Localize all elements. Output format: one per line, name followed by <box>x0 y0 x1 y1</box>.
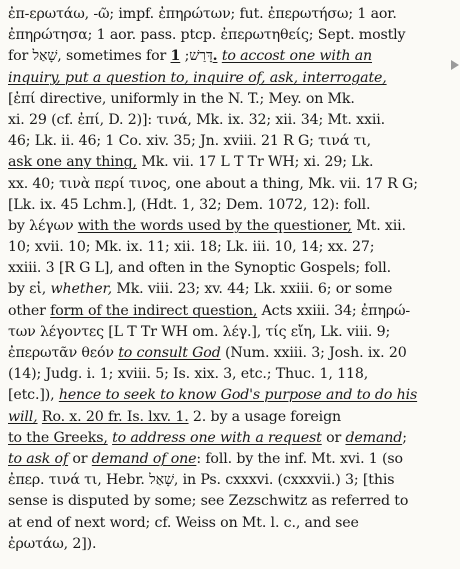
entry-line <box>8 322 454 343</box>
entry-segment: ask one any thing, <box>8 154 137 171</box>
lexicon-entry-text <box>8 4 454 555</box>
entry-line <box>8 428 454 449</box>
entry-line <box>8 491 454 512</box>
entry-segment: demand <box>345 429 403 446</box>
entry-segment: to address one with a request <box>112 429 322 446</box>
entry-segment: xx. 40; τινὰ περί τινος, one about a thing, Mk. vii. 17 R G; <box>8 175 418 192</box>
entry-segment: (14); Judg. i. 1; xviii. 5; Is. xix. 3, etc.; Thuc. 1, 118, <box>8 366 369 383</box>
entry-segment: xxiii. 3 [R G L], and often in the Synoptic Gospels; foll. <box>8 260 391 277</box>
entry-line <box>8 110 454 131</box>
entry-segment: ἐπερ. τινά τι, Hebr. שָׁאַל, in Ps. cxxxvi. (cxxxvii.) 3; [this <box>8 472 395 489</box>
entry-segment: or <box>68 450 92 467</box>
entry-line <box>8 364 454 385</box>
entry-line <box>8 195 454 216</box>
entry-segment: whether, <box>50 281 112 298</box>
entry-line <box>8 279 454 300</box>
entry-segment: ἐρωτάω, 2]). <box>8 535 97 552</box>
entry-segment: [ἐπί directive, uniformly in the N. T.; Mey. on Mk. <box>8 90 355 107</box>
entry-line <box>8 258 454 279</box>
entry-segment: by εἰ, <box>8 281 51 298</box>
entry-line <box>8 174 454 195</box>
entry-line <box>8 449 454 470</box>
entry-segment: των λέγοντες [L T Tr WH om. λέγ.], τίς εἴη, Lk. viii. 9; <box>8 323 391 340</box>
entry-segment: Mk. viii. 23; xv. 44; Lk. xxiii. 6; or some <box>111 281 393 298</box>
margin-arrow-icon <box>451 60 459 70</box>
entry-segment: inquiry, put a question to, inquire of, ask, interrogate, <box>8 69 387 86</box>
entry-line <box>8 385 454 406</box>
entry-segment: other <box>8 302 51 319</box>
entry-segment: to the Greeks, <box>8 429 108 446</box>
entry-line <box>8 513 454 534</box>
entry-segment: 10; xvii. 10; Mk. ix. 11; xii. 18; Lk. iii. 10, 14; xx. 27; <box>8 239 375 256</box>
entry-line <box>8 46 454 67</box>
entry-segment: xi. 29 (cf. ἐπί, D. 2)]: τινά, Mk. ix. 32; xii. 34; Mt. xxii. <box>8 111 385 128</box>
entry-line <box>8 131 454 152</box>
entry-segment: to ask of <box>8 450 69 467</box>
entry-segment: ἐπερωτᾶν θεόν <box>8 345 119 361</box>
entry-segment: or <box>321 429 346 446</box>
entry-segment: Ro. x. 20 fr. Is. lxv. 1. <box>41 408 189 425</box>
entry-segment: with the words used by the questioner, <box>77 217 352 234</box>
entry-segment: ; <box>402 429 407 446</box>
entry-segment: hence to seek to know God's purpose and to do his <box>58 387 418 404</box>
entry-segment: : foll. by the inf. Mt. xvi. 1 (so <box>196 450 403 467</box>
entry-segment: sense is disputed by some; see Zezschwitz as referred to <box>8 493 409 510</box>
entry-line <box>8 4 454 25</box>
entry-line <box>8 25 454 46</box>
entry-segment: Mk. vii. 17 L T Tr WH; xi. 29; Lk. <box>136 154 374 171</box>
entry-line <box>8 68 454 89</box>
entry-segment: form of the indirect question, <box>50 302 258 319</box>
entry-line <box>8 152 454 173</box>
entry-line <box>8 407 454 428</box>
entry-segment: [Lk. ix. 45 Lchm.], (Hdt. 1, 32; Dem. 1072, 12): foll. <box>8 196 371 213</box>
entry-segment: Mt. xii. <box>351 217 406 234</box>
entry-line <box>8 237 454 258</box>
entry-segment: (Num. xxiii. 3; Josh. ix. 20 <box>220 345 407 361</box>
entry-segment: to consult God <box>118 345 221 361</box>
entry-segment: for שָׁאַל, sometimes for דָּרַשׁ; <box>8 48 213 65</box>
entry-segment: ἐπ-ερωτάω, -ῶ; impf. ἐπηρώτων; fut. ἐπερωτήσω; 1 aor. <box>8 6 397 22</box>
entry-segment: Acts xxiii. 34; ἐπηρώ- <box>257 302 411 319</box>
entry-segment: 2. by a usage foreign <box>188 408 341 425</box>
entry-line <box>8 216 454 237</box>
entry-segment: 46; Lk. ii. 46; 1 Co. xiv. 35; Jn. xviii. 21 R G; τινά τι, <box>8 133 371 150</box>
entry-segment: by λέγων <box>8 217 78 234</box>
entry-segment: 1. <box>170 48 218 65</box>
entry-segment: ἐπηρώτησα; 1 aor. pass. ptcp. ἐπερωτηθείς; Sept. mostly <box>8 27 406 44</box>
entry-segment: to accost one with an <box>221 48 373 65</box>
entry-line <box>8 534 454 555</box>
entry-segment: will, <box>8 408 38 425</box>
entry-line <box>8 301 454 322</box>
entry-segment: demand of one <box>91 450 197 467</box>
entry-segment: [etc.]), <box>8 387 59 404</box>
entry-line <box>8 470 454 491</box>
entry-segment: at end of next word; cf. Weiss on Mt. l. c., and see <box>8 514 359 531</box>
entry-line <box>8 89 454 110</box>
entry-line <box>8 343 454 364</box>
